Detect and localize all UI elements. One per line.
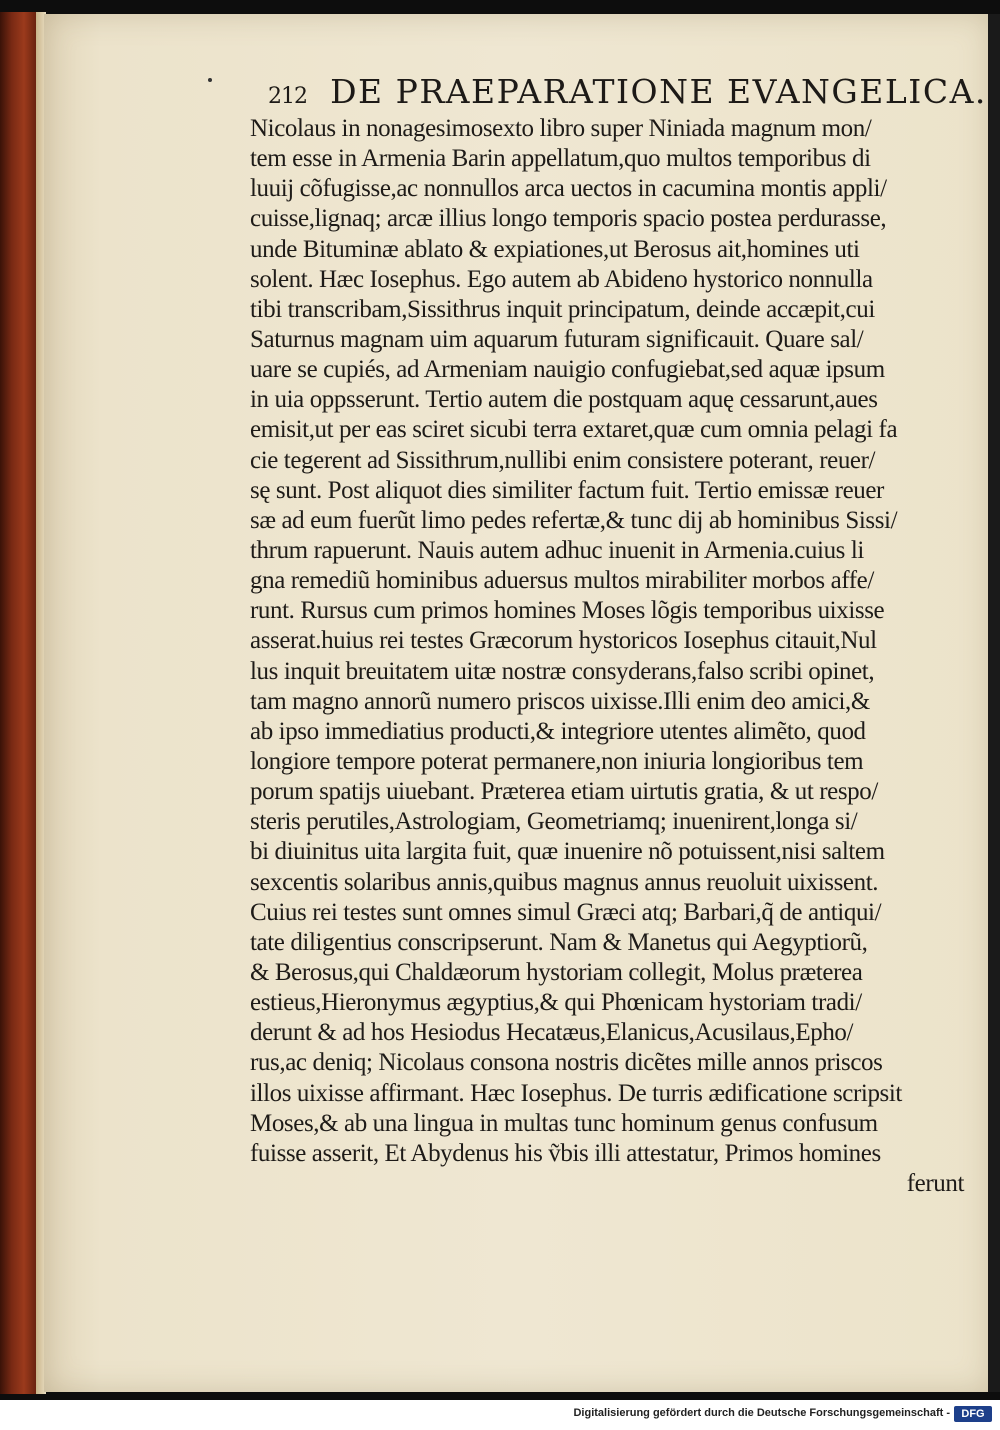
running-header (268, 72, 987, 112)
footer-bar (0, 1400, 1000, 1430)
text-line: tibi transcribam,Sissithrus inquit principatum, deinde accæpit,cui (250, 295, 875, 323)
text-line: estieus,Hieronymus ægyptius,& qui Phœnicam hystoriam tradi/ (250, 989, 862, 1017)
text-line: solent. Hæc Iosephus. Ego autem ab Abideno hystorico nonnulla (250, 265, 873, 293)
text-line: in uia oppsserunt. Tertio autem die postquam aquę cessarunt,aues (250, 386, 878, 414)
text-line: fuisse asserit, Et Abydenus his ṽbis illi attestatur, Primos homines (250, 1139, 881, 1167)
text-line: lus inquit breuitatem uitæ nostræ consyderans,falso scribi opinet, (250, 657, 875, 685)
text-line: longiore tempore poterat permanere,non iniuria longioribus tem (250, 747, 864, 775)
text-line: Moses,& ab una lingua in multas tunc hominum genus confusum (250, 1109, 878, 1137)
running-title: DE PRAEPARATIONE EVANGELICA. (330, 72, 987, 111)
text-line: asserat.huius rei testes Græcorum hystoricos Iosephus citauit,Nul (250, 627, 877, 655)
text-line: sę sunt. Post aliquot dies similiter factum fuit. Tertio emissæ reuer (250, 476, 884, 504)
text-line: derunt & ad hos Hesiodus Hecatæus,Elanicus,Acusilaus,Epho/ (250, 1019, 854, 1047)
text-line: Saturnus magnam uim aquarum futuram significauit. Quare sal/ (250, 325, 864, 353)
text-line: rus,ac deniq; Nicolaus consona nostris dicẽtes mille annos priscos (250, 1049, 883, 1077)
text-line: tem esse in Armenia Barin appellatum,quo multos temporibus di (250, 145, 871, 173)
text-line: porum spatijs uiuebant. Præterea etiam uirtutis gratia, & ut respo/ (250, 778, 878, 806)
text-line: uare se cupiés, ad Armeniam nauigio confugiebat,sed aquæ ipsum (250, 356, 885, 384)
text-line: thrum rapuerunt. Nauis autem adhuc inuenit in Armenia.cuius li (250, 536, 864, 564)
body-text (250, 114, 972, 1199)
text-line: gna remediũ hominibus aduersus multos mirabiliter morbos affe/ (250, 567, 874, 595)
scan-right-edge (988, 14, 1000, 1392)
funding-credit: Digitalisierung gefördert durch die Deutsche Forschungsgemeinschaft - (573, 1407, 950, 1419)
text-line: sæ ad eum fuerũt limo pedes refertæ,& tunc dij ab hominibus Sissi/ (250, 506, 898, 534)
text-line: illos uixisse affirmant. Hæc Iosephus. De turris ædificatione scripsit (250, 1079, 902, 1107)
book-binding (0, 12, 40, 1394)
text-line: runt. Rursus cum primos homines Moses lõgis temporibus uixisse (250, 597, 885, 625)
text-line: & Berosus,qui Chaldæorum hystoriam collegit, Molus præterea (250, 958, 863, 986)
page-number: 212 (268, 84, 307, 109)
dfg-logo: DFG (954, 1406, 992, 1422)
text-line: Cuius rei testes sunt omnes simul Græci atq; Barbari,q̃ de antiqui/ (250, 898, 882, 926)
text-line: cie tegerent ad Sissithrum,nullibi enim consistere poterant, reuer/ (250, 446, 876, 474)
text-line: unde Bituminæ ablato & expiationes,ut Berosus ait,homines uti (250, 235, 860, 263)
text-line: steris perutiles,Astrologiam, Geometriamq; inuenirent,longa si/ (250, 808, 858, 836)
text-line: cuisse,lignaq; arcæ illius longo temporis spacio postea perdurasse, (250, 205, 887, 233)
text-line: tate diligentius conscripserunt. Nam & Manetus qui Aegyptiorũ, (250, 928, 868, 956)
text-line: tam magno annorũ numero priscos uixisse.Illi enim deo amici,& (250, 687, 870, 715)
text-line: emisit,ut per eas sciret sicubi terra extaret,quæ cum omnia pelagi fa (250, 416, 898, 444)
ink-speck (208, 78, 212, 82)
text-line: luuij cõfugisse,ac nonnullos arca uectos in cacumina montis appli/ (250, 175, 887, 203)
text-line: sexcentis solaribus annis,quibus magnus annus reuoluit uixissent. (250, 868, 879, 896)
text-line: ferunt (906, 1169, 964, 1197)
text-line: bi diuinitus uita largita fuit, quæ inuenire nõ potuissent,nisi saltem (250, 838, 885, 866)
text-line: Nicolaus in nonagesimosexto libro super Niniada magnum mon/ (250, 115, 872, 142)
text-line: ab ipso immediatius producti,& integriore utentes alimẽto, quod (250, 717, 866, 745)
